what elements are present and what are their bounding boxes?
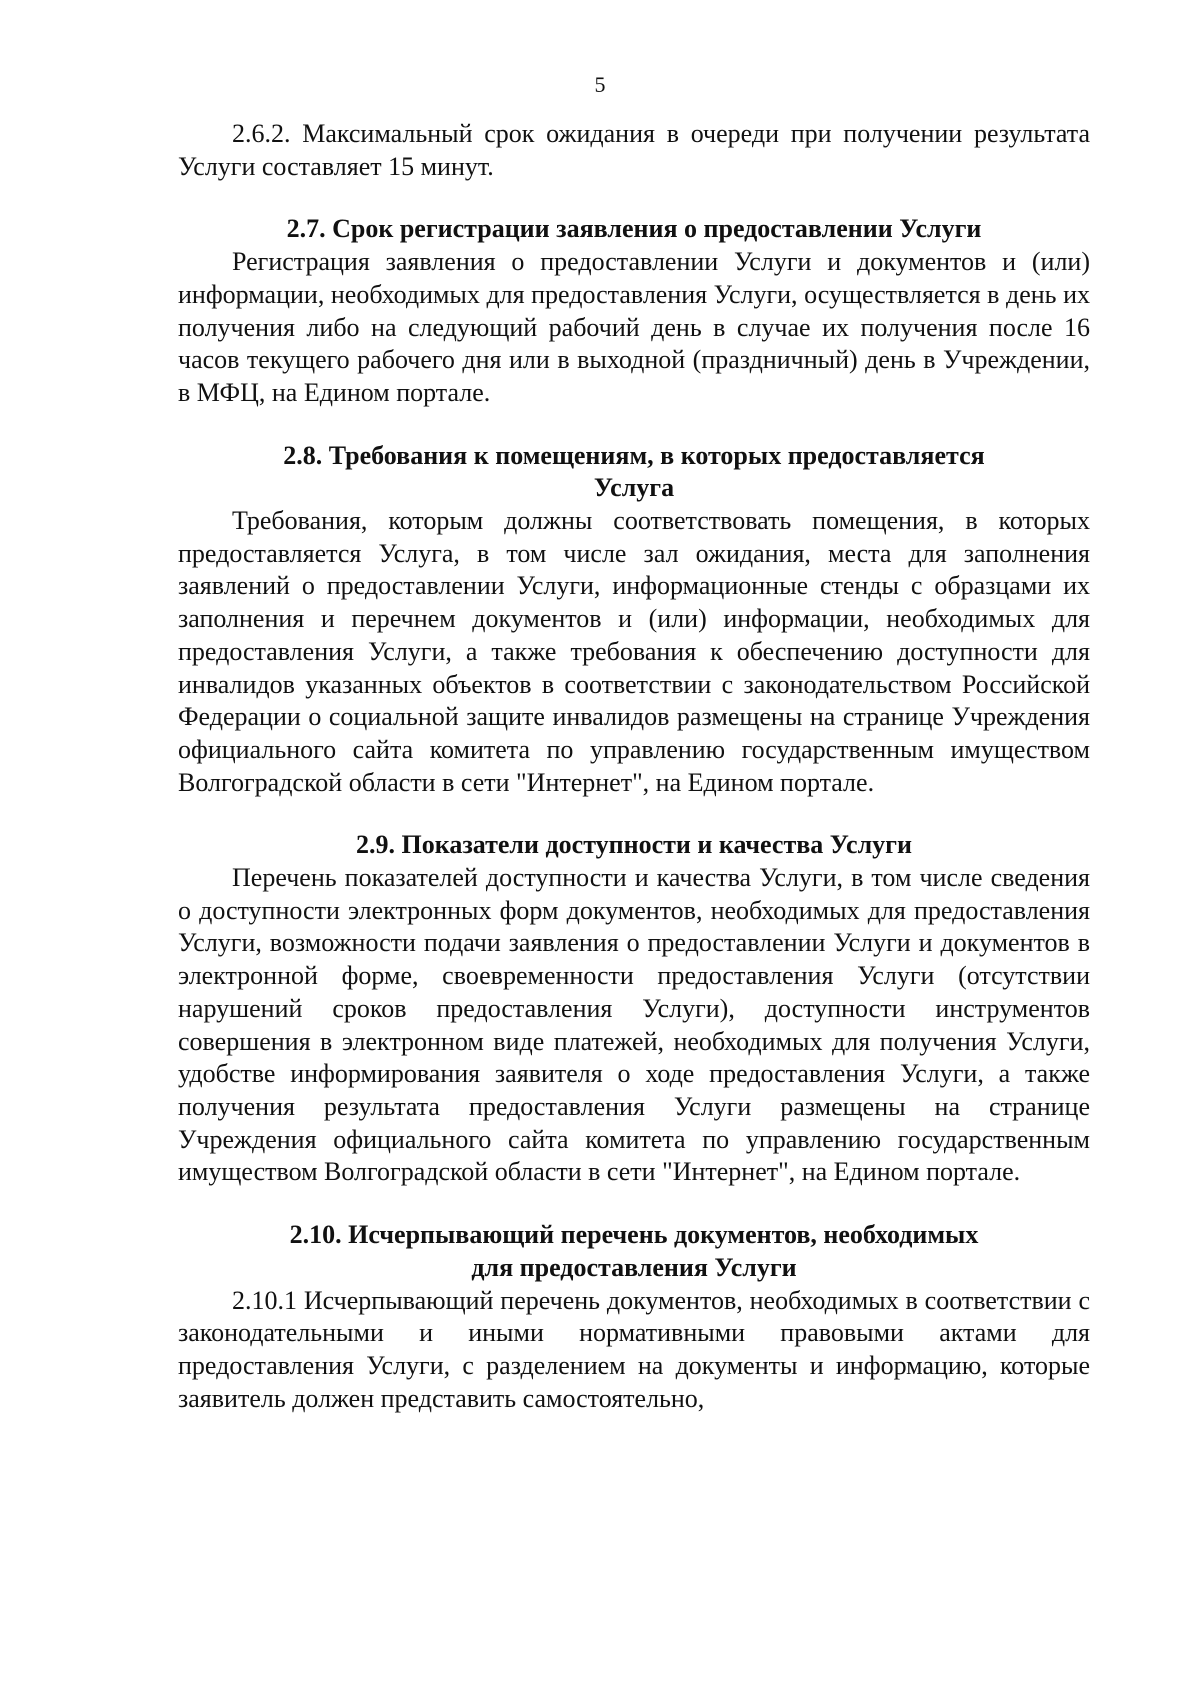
section-2-7 [178, 213, 1090, 409]
section-heading-2-7: 2.7. Срок регистрации заявления о предоставлении Услуги [286, 214, 982, 244]
section-body-2-10: 2.10.1 Исчерпывающий перечень документов, необходимых в соответствии с законодательными и иными нормативными правовыми актами для предоставления Услуги, с разделением на документы и информацию, которые заявитель должен представить самостоятельно, [178, 1285, 1090, 1413]
section-2-8 [178, 440, 1090, 800]
section-heading-2-9: 2.9. Показатели доступности и качества Услуги [356, 830, 912, 860]
section-heading-2-8: 2.8. Требования к помещениям, в которых предоставляется Услуга [283, 440, 985, 503]
section-2-10 [178, 1219, 1090, 1415]
section-2-9 [178, 829, 1090, 1189]
page-number: 5 [594, 72, 606, 97]
section-body-2-8: Требования, которым должны соответствовать помещения, в которых предоставляется Услуга, в том числе зал ожидания, места для заполнения заявлений о предоставлении Услуги, информационные стенды с образцами их заполнения и перечнем документов и (или) информации, необходимых для предоставления Услуги, а также требования к обеспечению доступности для инвалидов указанных объектов в соответствии с законодательством Российской Федерации о социальной защите инвалидов размещены на странице Учреждения официального сайта комитета по управлению государственным имуществом Волгоградской области в сети "Интернет", на Едином портале. [178, 506, 1090, 797]
section-body-2-7: Регистрация заявления о предоставлении Услуги и документов и (или) информации, необходимых для предоставления Услуги, осуществляется в день их получения либо на следующий рабочий день в случае их получения после 16 часов текущего рабочего дня или в выходной (праздничный) день в Учреждении, в МФЦ, на Едином портале. [178, 247, 1090, 407]
paragraph-2-6-2: 2.6.2. Максимальный срок ожидания в очереди при получении результата Услуги составляет 15 минут. [178, 119, 1090, 181]
document-body [178, 118, 1090, 1415]
section-body-2-9: Перечень показателей доступности и качества Услуги, в том числе сведения о доступности электронных форм документов, необходимых для предоставления Услуги, возможности подачи заявления о предоставлении Услуги и документов в электронной форме, своевременности предоставления Услуги (отсутствии нарушений сроков предоставления Услуги), доступности инструментов совершения в электронном виде платежей, необходимых для получения Услуги, удобстве информирования заявителя о ходе предоставления Услуги, а также получения результата предоставления Услуги размещены на странице Учреждения официального сайта комитета по управлению государственным имуществом Волгоградской области в сети "Интернет", на Едином портале. [178, 863, 1090, 1187]
section-heading-2-10: 2.10. Исчерпывающий перечень документов, необходимых для предоставления Услуги [289, 1220, 979, 1282]
